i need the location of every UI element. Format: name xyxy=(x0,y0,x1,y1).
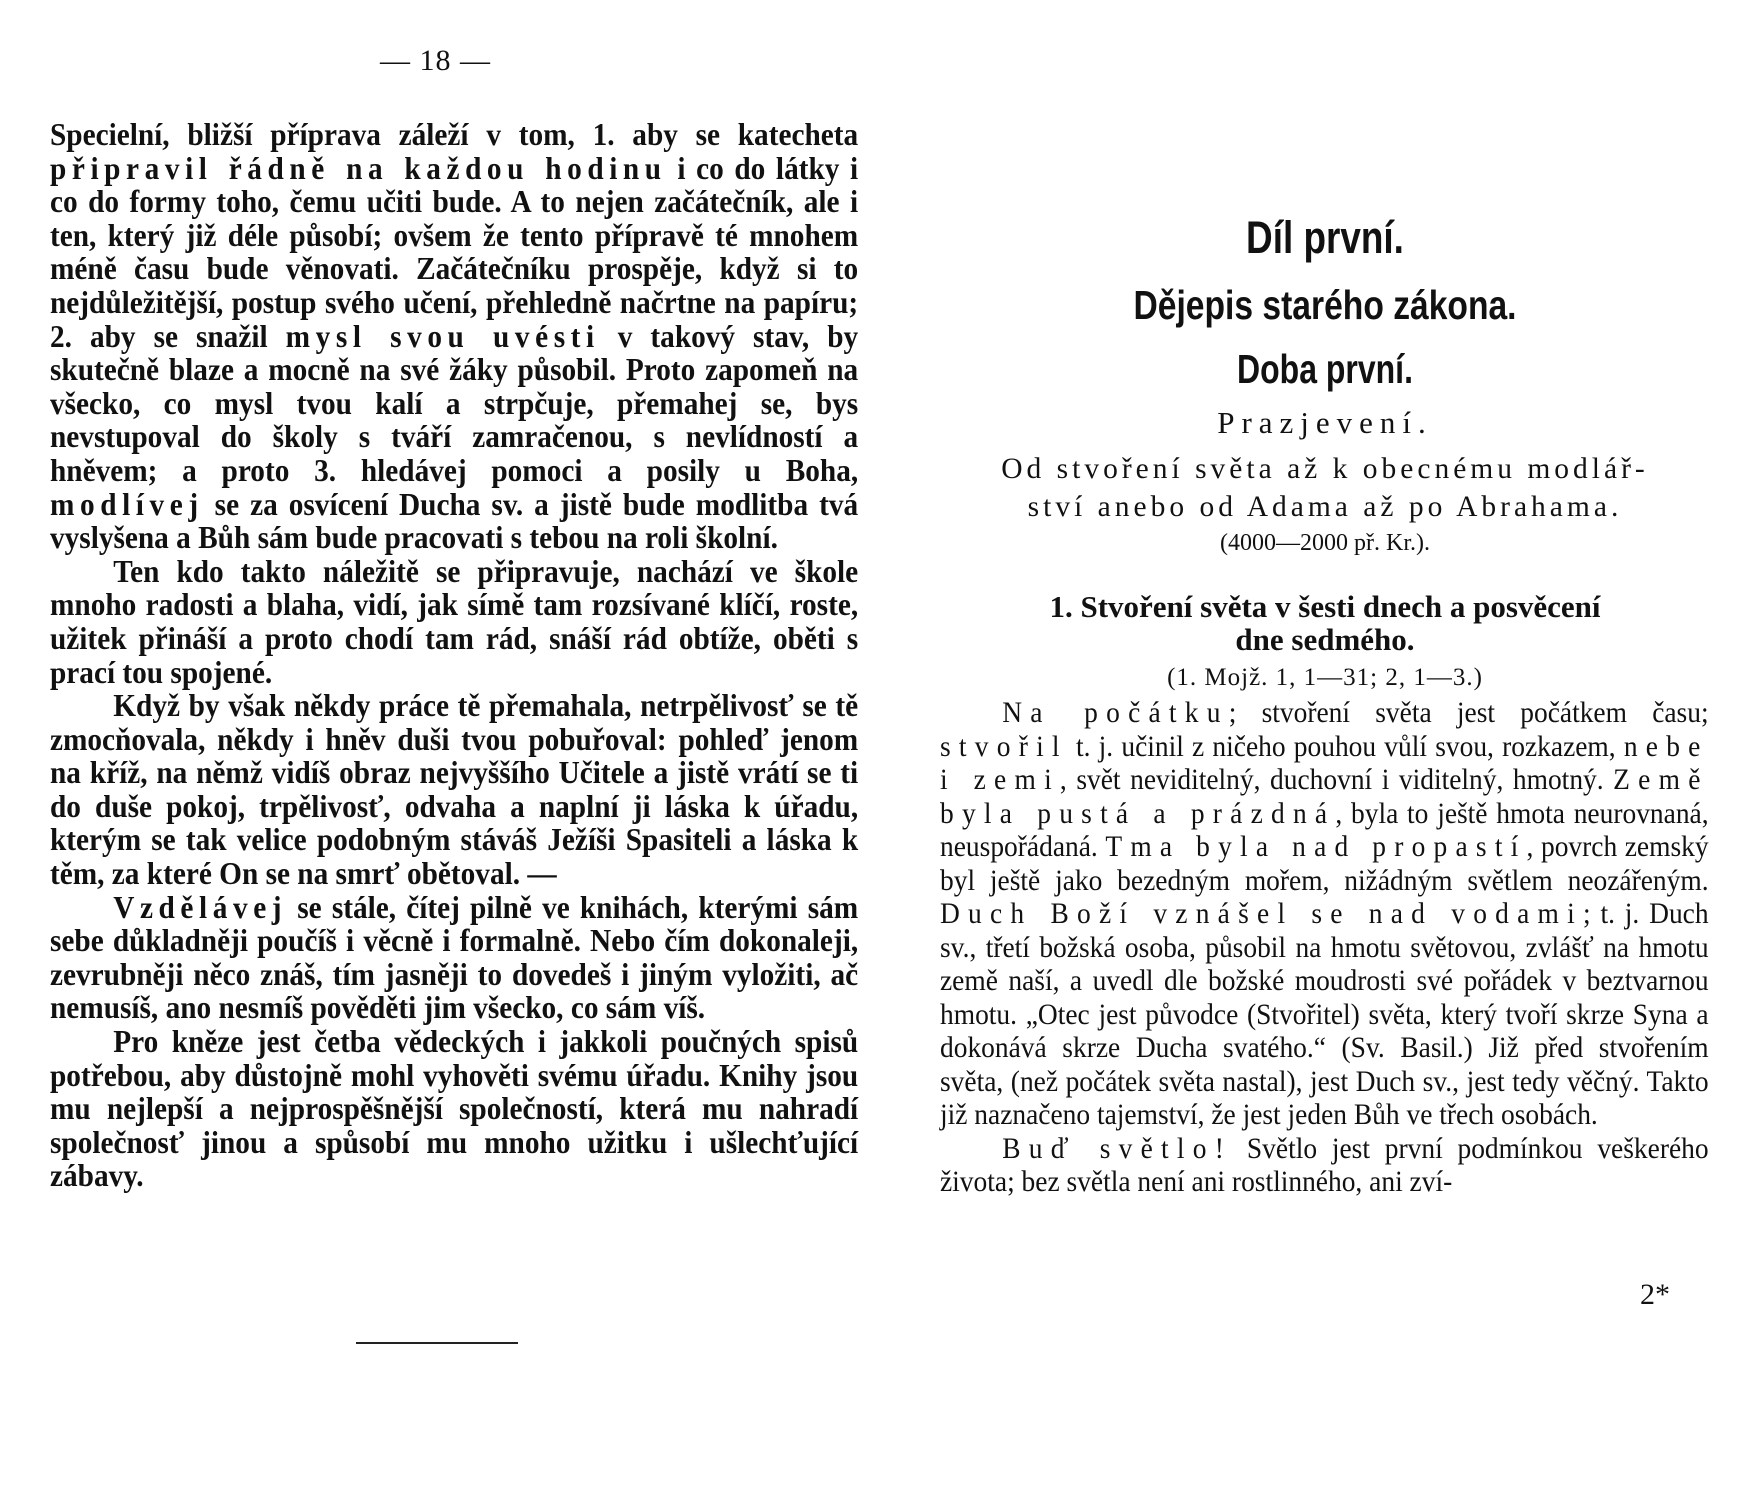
paragraph-self-education: Vzdělávej se stále, čítej pilně ve knihách, kterými sám sebe důkladněji poučíš i věcně i formalně. Nebo čím dokonaleji, zevrubněji něco znáš, tím jasněji to dovedeš i jiným vyložiti, ač nemusíš, ano nesmíš pověděti jim všecko, co sám víš. xyxy=(50,889,859,1026)
section-title: Dějepis starého zákona. xyxy=(1133,282,1517,328)
page-number: — 18 — xyxy=(380,44,491,77)
era-dates: (4000—2000 př. Kr.). xyxy=(1220,530,1430,556)
era-title: Doba první. xyxy=(1237,346,1413,392)
era-description: Od stvoření světa až k obecnému modlář- ství anebo od Adama až po Abrahama. xyxy=(1001,453,1649,523)
era-subtitle: Prazjevení. xyxy=(1217,405,1433,440)
part-title: Díl první. xyxy=(1246,212,1404,263)
paragraph-patience: Když by však někdy práce tě přemahala, netrpělivosť se tě zmocňovala, někdy i hněv duši tvou pobuřoval: pohleď jenom na kříž, na němž vidíš obraz nejvyššího Učitele a jistě vrátí se ti do duše pokoj, trpělivosť, odvaha a naplní ji láska k úřadu, kterým se tak velice podobným stáváš Ježíši Spasiteli a láska k těm, za které On se na smrť obětoval. — xyxy=(50,688,859,892)
paragraph-joy-of-school: Ten kdo takto náležitě se připravuje, nachází ve škole mnoho radosti a blaha, vidí, jak símě tam rozsívané klíčí, roste, užitek přináší a proto chodí tam rád, snáší rád obtíže, oběti s prací tou spojené. xyxy=(50,553,859,690)
paragraph-reading: Pro kněze jest četba vědeckých i jakkoli poučných spisů potřebou, aby důstojně mohl vyhověti svému úřadu. Knihy jsou mu nejlepší a nejprospěšnější společností, která mu nahradí společnosť jinou a spůsobí mu mnoho užitku i ušlechťující zábavy. xyxy=(50,1024,859,1194)
paragraph-creation: Na počátku; stvoření světa jest počátkem času; stvořil t. j. učinil z ničeho pouhou vůlí svou, rozkazem, nebe i zemi, svět neviditelný, duchovní i viditelný, hmotný. Země byla pustá a prázdná, byla to ještě hmota neurovnaná, neuspořádaná. Tma byla nad propastí, povrch zemský byl ještě jako bezedným mořem, nižádným světlem neozářeným. Duch Boží vznášel se nad vodami; t. j. Duch sv., třetí božská osoba, působil na hmotu světovou, zvlášť na hmotu země naší, a uvedl dle božské moudrosti své pořádek v beztvarnou hmotu. „Otec jest původce (Stvořitel) světa, který tvoří skrze Syna a dokonává skrze Ducha svatého.“ (Sv. Basil.) Již před stvořením světa, (než počátek světa nastal), jest Duch sv., jest tedy věčný. Takto již naznačeno tajemství, že jest jeden Bůh ve třech osobách. xyxy=(940,696,1709,1131)
paragraph-preparation: Specielní, bližší příprava záleží v tom, 1. aby se katecheta připravil řádně na každou hodinu i co do látky i co do formy toho, čemu učiti bude. A to nejen začátečník, ale i ten, který již déle působí; ovšem že tento přípravě té mnohem méně času bude věnovati. Začátečníku prospěje, když si to nejdůležitější, postup svého učení, přehledně načrtne na papíru; 2. aby se snažil mysl svou uvésti v takový stav, by skutečně blaze a mocně na své žáky působil. Proto zapomeň na všecko, co mysl tvou kalí a strpčuje, přemahej se, bys nevstupoval do školy s tváří zamračenou, s nevlídností a hněvem; a proto 3. hledávej pomoci a posily u Boha, modlívej se za osvícení Ducha sv. a jistě bude modlitba tvá vyslyšena a Bůh sám bude pracovati s tebou na roli školní. xyxy=(50,117,859,556)
paragraph-light: Buď světlo! Světlo jest první podmínkou veškerého života; bez světla není ani rostlinného, ani zví- xyxy=(940,1131,1709,1198)
chapter-reference: (1. Mojž. 1, 1—31; 2, 1—3.) xyxy=(1167,664,1483,691)
right-page-text xyxy=(940,696,1709,1199)
left-page-text xyxy=(50,118,858,1193)
left-page xyxy=(50,0,858,1500)
chapter-title: 1. Stvoření světa v šesti dnech a posvěcení dne sedmého. xyxy=(1049,589,1601,657)
signature-mark: 2* xyxy=(1640,1278,1670,1311)
right-page xyxy=(940,0,1710,1500)
end-divider xyxy=(356,1342,518,1344)
